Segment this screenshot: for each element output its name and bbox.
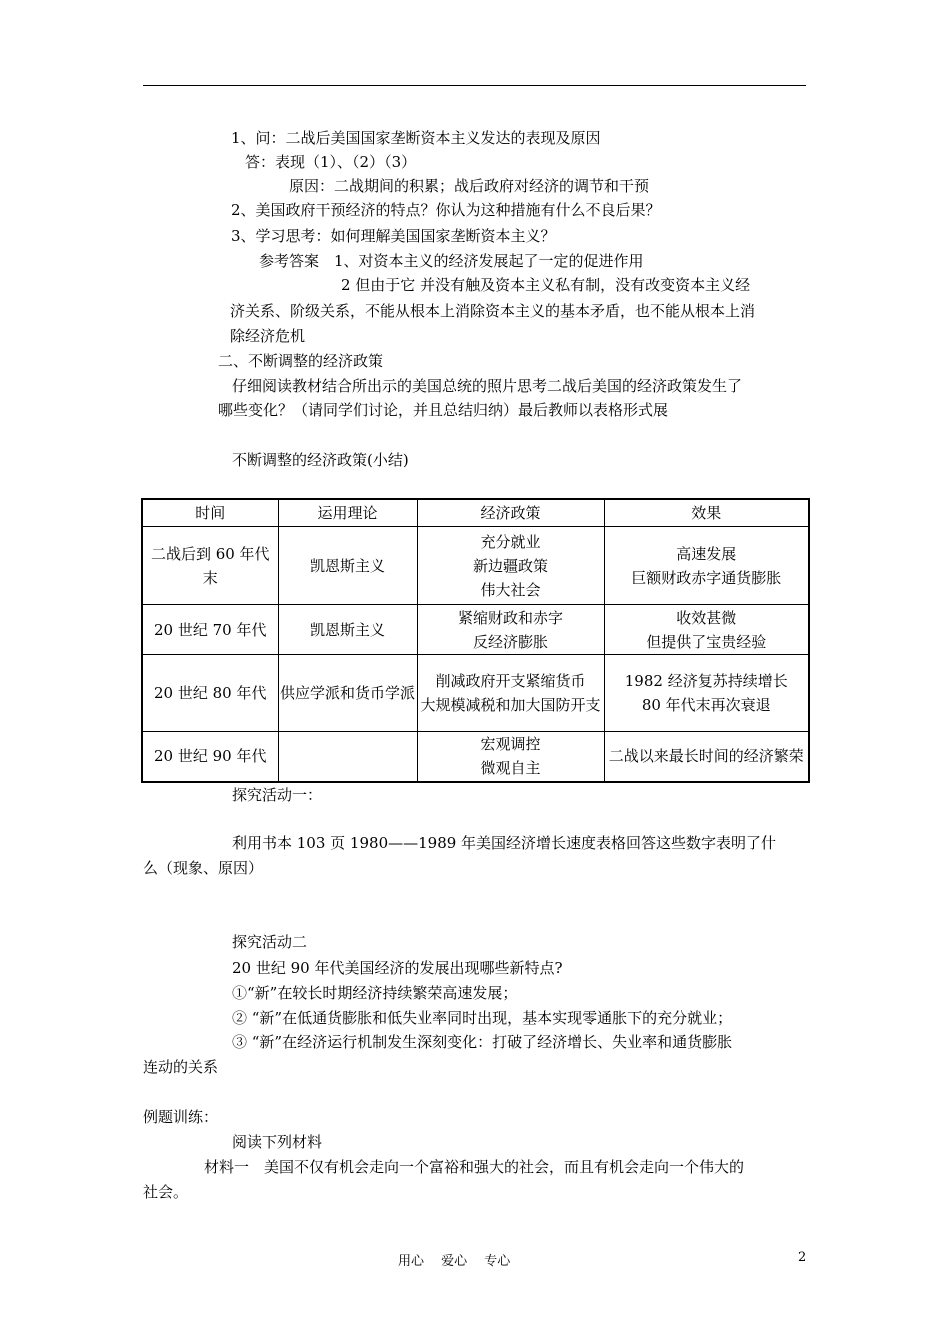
reference-answer-2: 2 但由于它 并没有触及资本主义私有制，没有改变资本主义经	[341, 276, 751, 294]
feature-2: ② “新”在低通货膨胀和低失业率同时出现，基本实现零通胀下的充分就业；	[232, 1009, 733, 1027]
activity-2-heading: 探究活动二	[232, 933, 308, 951]
effect-line: 巨额财政赤字通货膨胀	[631, 568, 782, 587]
question-3: 3、学习思考：如何理解美国国家垄断资本主义？	[231, 227, 556, 245]
policy-line: 紧缩财政和赤字	[457, 608, 563, 627]
effect-line: 高速发展	[676, 544, 737, 563]
cell-theory: 凯恩斯主义	[278, 527, 417, 605]
table-row	[142, 655, 809, 732]
read-material: 阅读下列材料	[232, 1133, 323, 1151]
material-1-line-2: 社会。	[143, 1183, 189, 1201]
table-header-row	[142, 499, 809, 527]
activity-2-question: 20 世纪 90 年代美国经济的发展出现哪些新特点?	[232, 959, 563, 977]
cell-time: 20 世纪 80 年代	[142, 655, 278, 732]
cell-theory: 供应学派和货币学派	[278, 655, 417, 732]
cell-effect: 二战以来最长时间的经济繁荣	[604, 732, 809, 782]
economic-policy-table	[141, 498, 810, 783]
cell-effect	[604, 655, 809, 732]
header-policy: 经济政策	[417, 499, 604, 527]
header-time: 时间	[142, 499, 278, 527]
section-2-heading: 二、不断调整的经济政策	[218, 352, 384, 370]
cell-effect	[604, 605, 809, 655]
table-row	[142, 527, 809, 605]
policy-line: 新边疆政策	[472, 556, 548, 575]
question-1: 1、问：二战后美国国家垄断资本主义发达的表现及原因	[231, 129, 601, 147]
header-theory: 运用理论	[278, 499, 417, 527]
cell-policy	[417, 605, 604, 655]
answer-1: 答：表现（1）、（2）（3）	[245, 153, 417, 171]
cell-effect	[604, 527, 809, 605]
policy-line: 充分就业	[480, 532, 541, 551]
material-1-line-1: 材料一 美国不仅有机会走向一个富裕和强大的社会，而且有机会走向一个伟大的	[204, 1158, 745, 1176]
effect-line: 1982 经济复苏持续增长	[624, 672, 788, 690]
activity-1-question-line-1: 利用书本 103 页 1980——1989 年美国经济增长速度表格回答这些数字表明了什	[232, 834, 777, 852]
reason-line: 原因：二战期间的积累；战后政府对经济的调节和干预	[289, 177, 650, 195]
cell-theory: 凯恩斯主义	[278, 605, 417, 655]
effect-line: 收效甚微	[676, 608, 737, 627]
cell-policy	[417, 732, 604, 782]
footer-motto: 用心 爱心 专心	[398, 1254, 511, 1269]
page-number: 2	[798, 1250, 807, 1265]
policy-line: 反经济膨胀	[472, 632, 548, 651]
reference-answer-4: 除经济危机	[230, 327, 306, 345]
cell-policy	[417, 527, 604, 605]
header-rule	[143, 85, 806, 86]
feature-1: ①“新”在较长时期经济持续繁荣高速发展；	[232, 984, 518, 1002]
table-row	[142, 732, 809, 782]
activity-1-heading: 探究活动一：	[232, 786, 323, 804]
policy-line: 微观自主	[480, 759, 541, 778]
cell-time: 20 世纪 90 年代	[142, 732, 278, 782]
reference-answer-1: 参考答案 1、对资本主义的经济发展起了一定的促进作用	[259, 252, 644, 270]
policy-line: 大规模减税和加大国防开支	[420, 696, 601, 714]
example-heading: 例题训练：	[143, 1108, 219, 1126]
policy-line: 削减政府开支紧缩货币	[435, 672, 586, 690]
cell-time: 20 世纪 70 年代	[142, 605, 278, 655]
cell-policy	[417, 655, 604, 732]
effect-line: 80 年代末再次衰退	[641, 696, 771, 714]
paragraph-line-2: 哪些变化？（请同学们讨论，并且总结归纳）最后教师以表格形式展	[218, 401, 669, 419]
policy-line: 宏观调控	[480, 735, 541, 754]
paragraph-line-1: 仔细阅读教材结合所出示的美国总统的照片思考二战后美国的经济政策发生了	[232, 377, 743, 395]
feature-3-line-1: ③ “新”在经济运行机制发生深刻变化：打破了经济增长、失业率和通货膨胀	[232, 1033, 733, 1051]
effect-line: 但提供了宝贵经验	[646, 632, 767, 651]
question-2: 2、美国政府干预经济的特点？你认为这种措施有什么不良后果？	[231, 201, 661, 219]
table-title: 不断调整的经济政策(小结)	[232, 451, 409, 469]
policy-line: 伟大社会	[480, 580, 541, 599]
activity-1-question-line-2: 么（现象、原因）	[143, 859, 264, 877]
cell-time: 二战后到 60 年代末	[142, 527, 278, 605]
header-effect: 效果	[604, 499, 809, 527]
reference-answer-3: 济关系、阶级关系，不能从根本上消除资本主义的基本矛盾，也不能从根本上消	[230, 302, 756, 320]
cell-theory	[278, 732, 417, 782]
feature-3-line-2: 连动的关系	[143, 1058, 219, 1076]
table-row	[142, 605, 809, 655]
